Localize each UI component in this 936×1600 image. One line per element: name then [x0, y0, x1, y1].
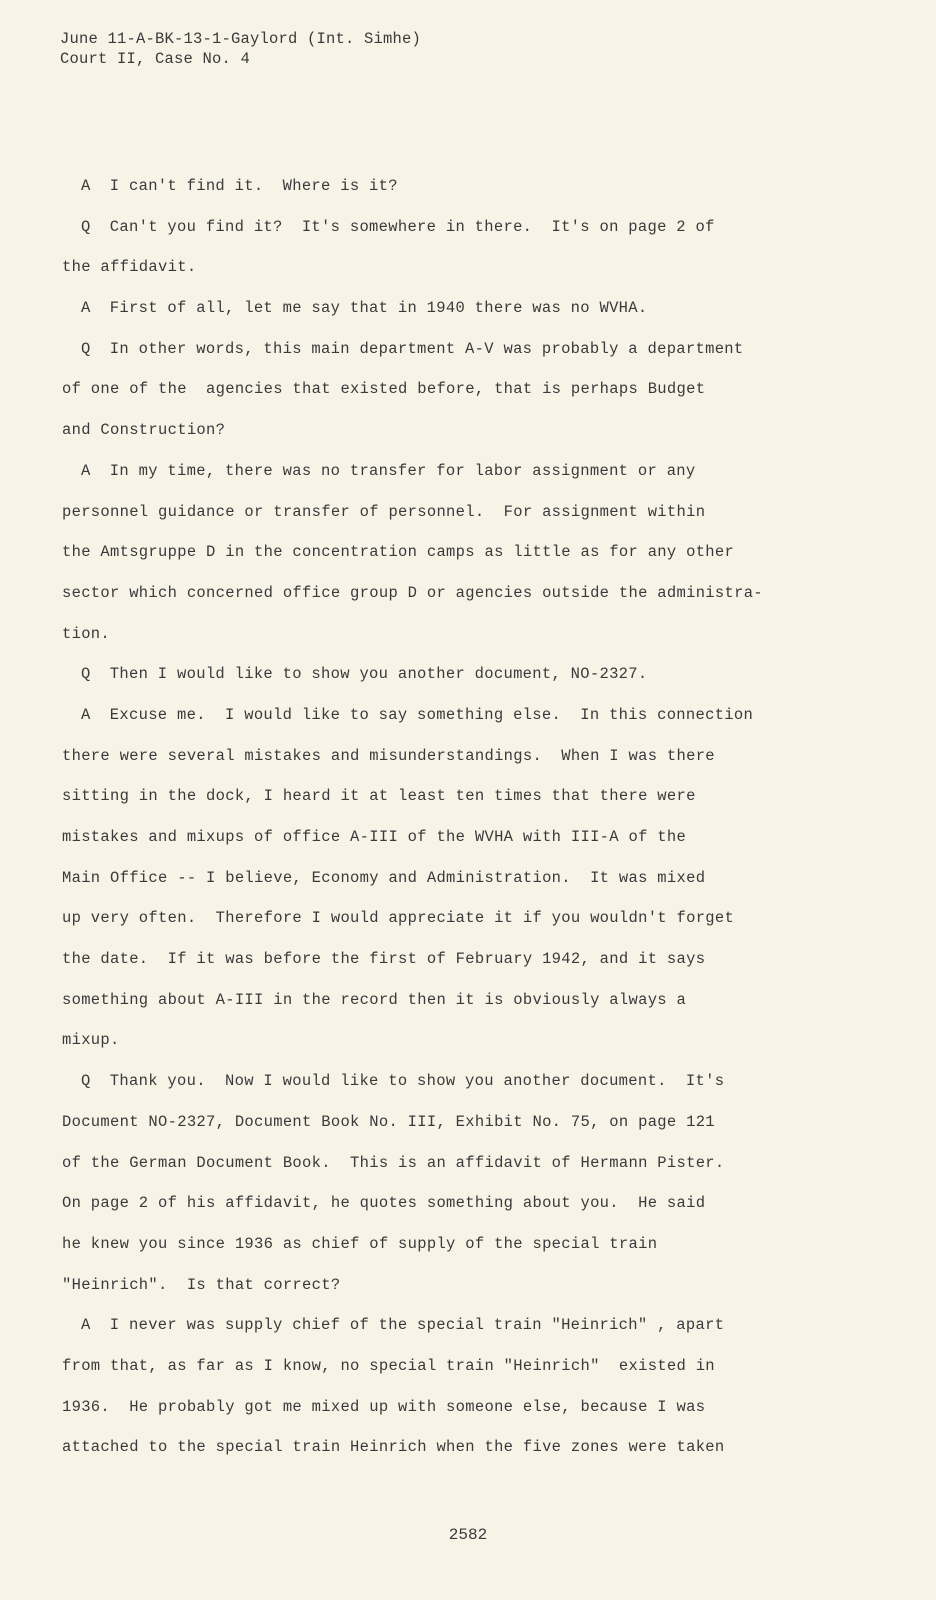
transcript-line: up very often. Therefore I would appreciate it if you wouldn't forget [62, 909, 735, 928]
transcript-line: tion. [62, 624, 111, 643]
transcript-line: the Amtsgruppe D in the concentration camps as little as for any other [62, 543, 735, 562]
header-line-2: Court II, Case No. 4 [60, 50, 251, 68]
transcript-line: he knew you since 1936 as chief of supply of the special train [62, 1234, 658, 1253]
transcript-line: A I can't find it. Where is it? [81, 177, 398, 195]
transcript-line: the affidavit. [62, 258, 197, 277]
transcript-line: Q In other words, this main department A-V was probably a department [81, 339, 744, 358]
transcript-line: from that, as far as I know, no special train "Heinrich" existed in [62, 1356, 715, 1375]
transcript-line: "Heinrich". Is that correct? [62, 1275, 341, 1294]
page-number: 2582 [448, 1526, 488, 1544]
transcript-line: Q Thank you. Now I would like to show you another document. It's [81, 1072, 725, 1091]
transcript-line: 1936. He probably got me mixed up with someone else, because I was [62, 1397, 706, 1416]
transcript-line: A I never was supply chief of the special train "Heinrich" , apart [81, 1316, 725, 1335]
transcript-line: A First of all, let me say that in 1940 there was no WVHA. [81, 299, 648, 318]
transcript-line: personnel guidance or transfer of personnel. For assignment within [62, 502, 706, 521]
transcript-line: and Construction? [62, 421, 226, 440]
transcript-line: attached to the special train Heinrich when the five zones were taken [62, 1438, 725, 1457]
transcript-line: sitting in the dock, I heard it at least ten times that there were [62, 787, 696, 806]
transcript-line: Document NO-2327, Document Book No. III, Exhibit No. 75, on page 121 [62, 1112, 715, 1131]
transcript-line: mistakes and mixups of office A-III of the WVHA with III-A of the [62, 828, 687, 846]
transcript-line: something about A-III in the record then it is obviously always a [62, 990, 687, 1009]
transcript-line: sector which concerned office group D or agencies outside the administra- [62, 583, 763, 602]
transcript-line: of one of the agencies that existed before, that is perhaps Budget [62, 380, 706, 399]
transcript-line: A In my time, there was no transfer for labor assignment or any [81, 461, 696, 480]
transcript-line: the date. If it was before the first of February 1942, and it says [62, 950, 706, 969]
transcript-line: Main Office -- I believe, Economy and Administration. It was mixed [62, 868, 706, 887]
transcript-line: of the German Document Book. This is an affidavit of Hermann Pister. [62, 1153, 725, 1172]
transcript-line: mixup. [62, 1031, 120, 1050]
transcript-line: A Excuse me. I would like to say something else. In this connection [81, 705, 754, 724]
header-line-1: June 11-A-BK-13-1-Gaylord (Int. Simhe) [60, 30, 422, 48]
transcript-line: there were several mistakes and misunderstandings. When I was there [62, 746, 715, 765]
transcript-line: Q Then I would like to show you another document, NO-2327. [81, 665, 648, 684]
transcript-line: Q Can't you find it? It's somewhere in there. It's on page 2 of [81, 217, 715, 236]
transcript-line: On page 2 of his affidavit, he quotes something about you. He said [62, 1194, 706, 1213]
transcript-body [62, 172, 922, 1474]
